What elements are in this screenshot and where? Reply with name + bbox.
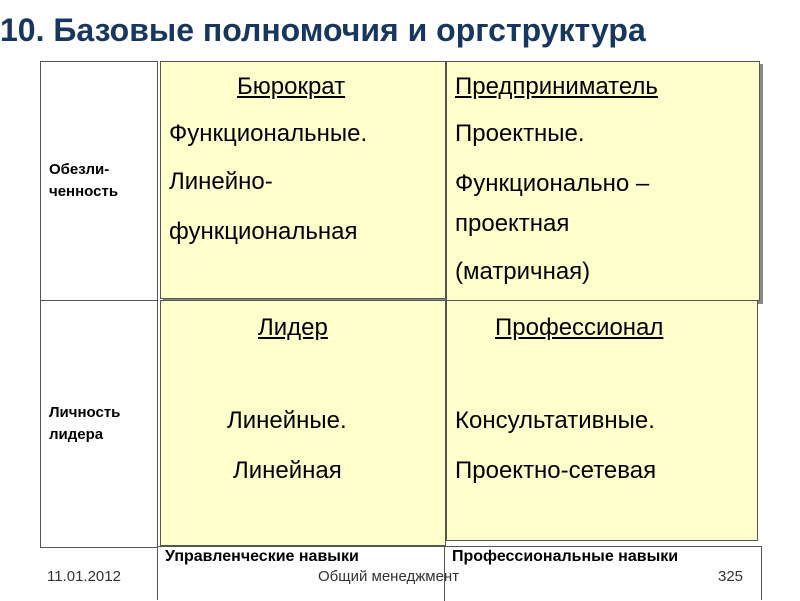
cell-line: Линейные. [227,407,347,434]
cell-entrepreneur [446,61,760,301]
cell-heading: Лидер [258,314,328,341]
cell-line: проектная [455,210,570,237]
cell-line: Проектно-сетевая [455,457,657,484]
cell-leader [160,300,446,546]
cell-line: Проектные. [455,120,585,147]
row-label-leader-personality [40,300,158,548]
footer-date: 11.01.2012 [47,568,121,585]
cell-professional [446,300,758,541]
cell-line: Линейно- [169,168,273,195]
footer-page-number: 325 [718,568,744,585]
cell-heading: Предприниматель [455,73,658,100]
cell-line: Функционально – [455,170,650,197]
row-label-line: ченность [49,183,119,200]
cell-heading: Бюрократ [237,73,346,100]
row-label-line: лидера [49,426,104,443]
cell-heading: Профессионал [495,314,664,341]
cell-line: Функциональные. [169,120,368,147]
slide-title: 10. Базовые полномочия и оргструктура [0,12,646,48]
row-label-line: Личность [49,404,121,421]
row-label-impersonality [40,61,158,301]
column-label-management-skills: Управленческие навыки [165,548,359,565]
cell-line: Консультативные. [455,407,655,434]
cell-line: функциональная [169,218,358,245]
footer-course: Общий менеджмент [318,568,460,585]
column-label-professional-skills: Профессиональные навыки [452,548,679,565]
row-label-line: Обезли- [49,161,110,178]
cell-line: Линейная [233,457,342,484]
cell-bureaucrat [160,61,446,299]
cell-line: (матричная) [455,258,591,285]
